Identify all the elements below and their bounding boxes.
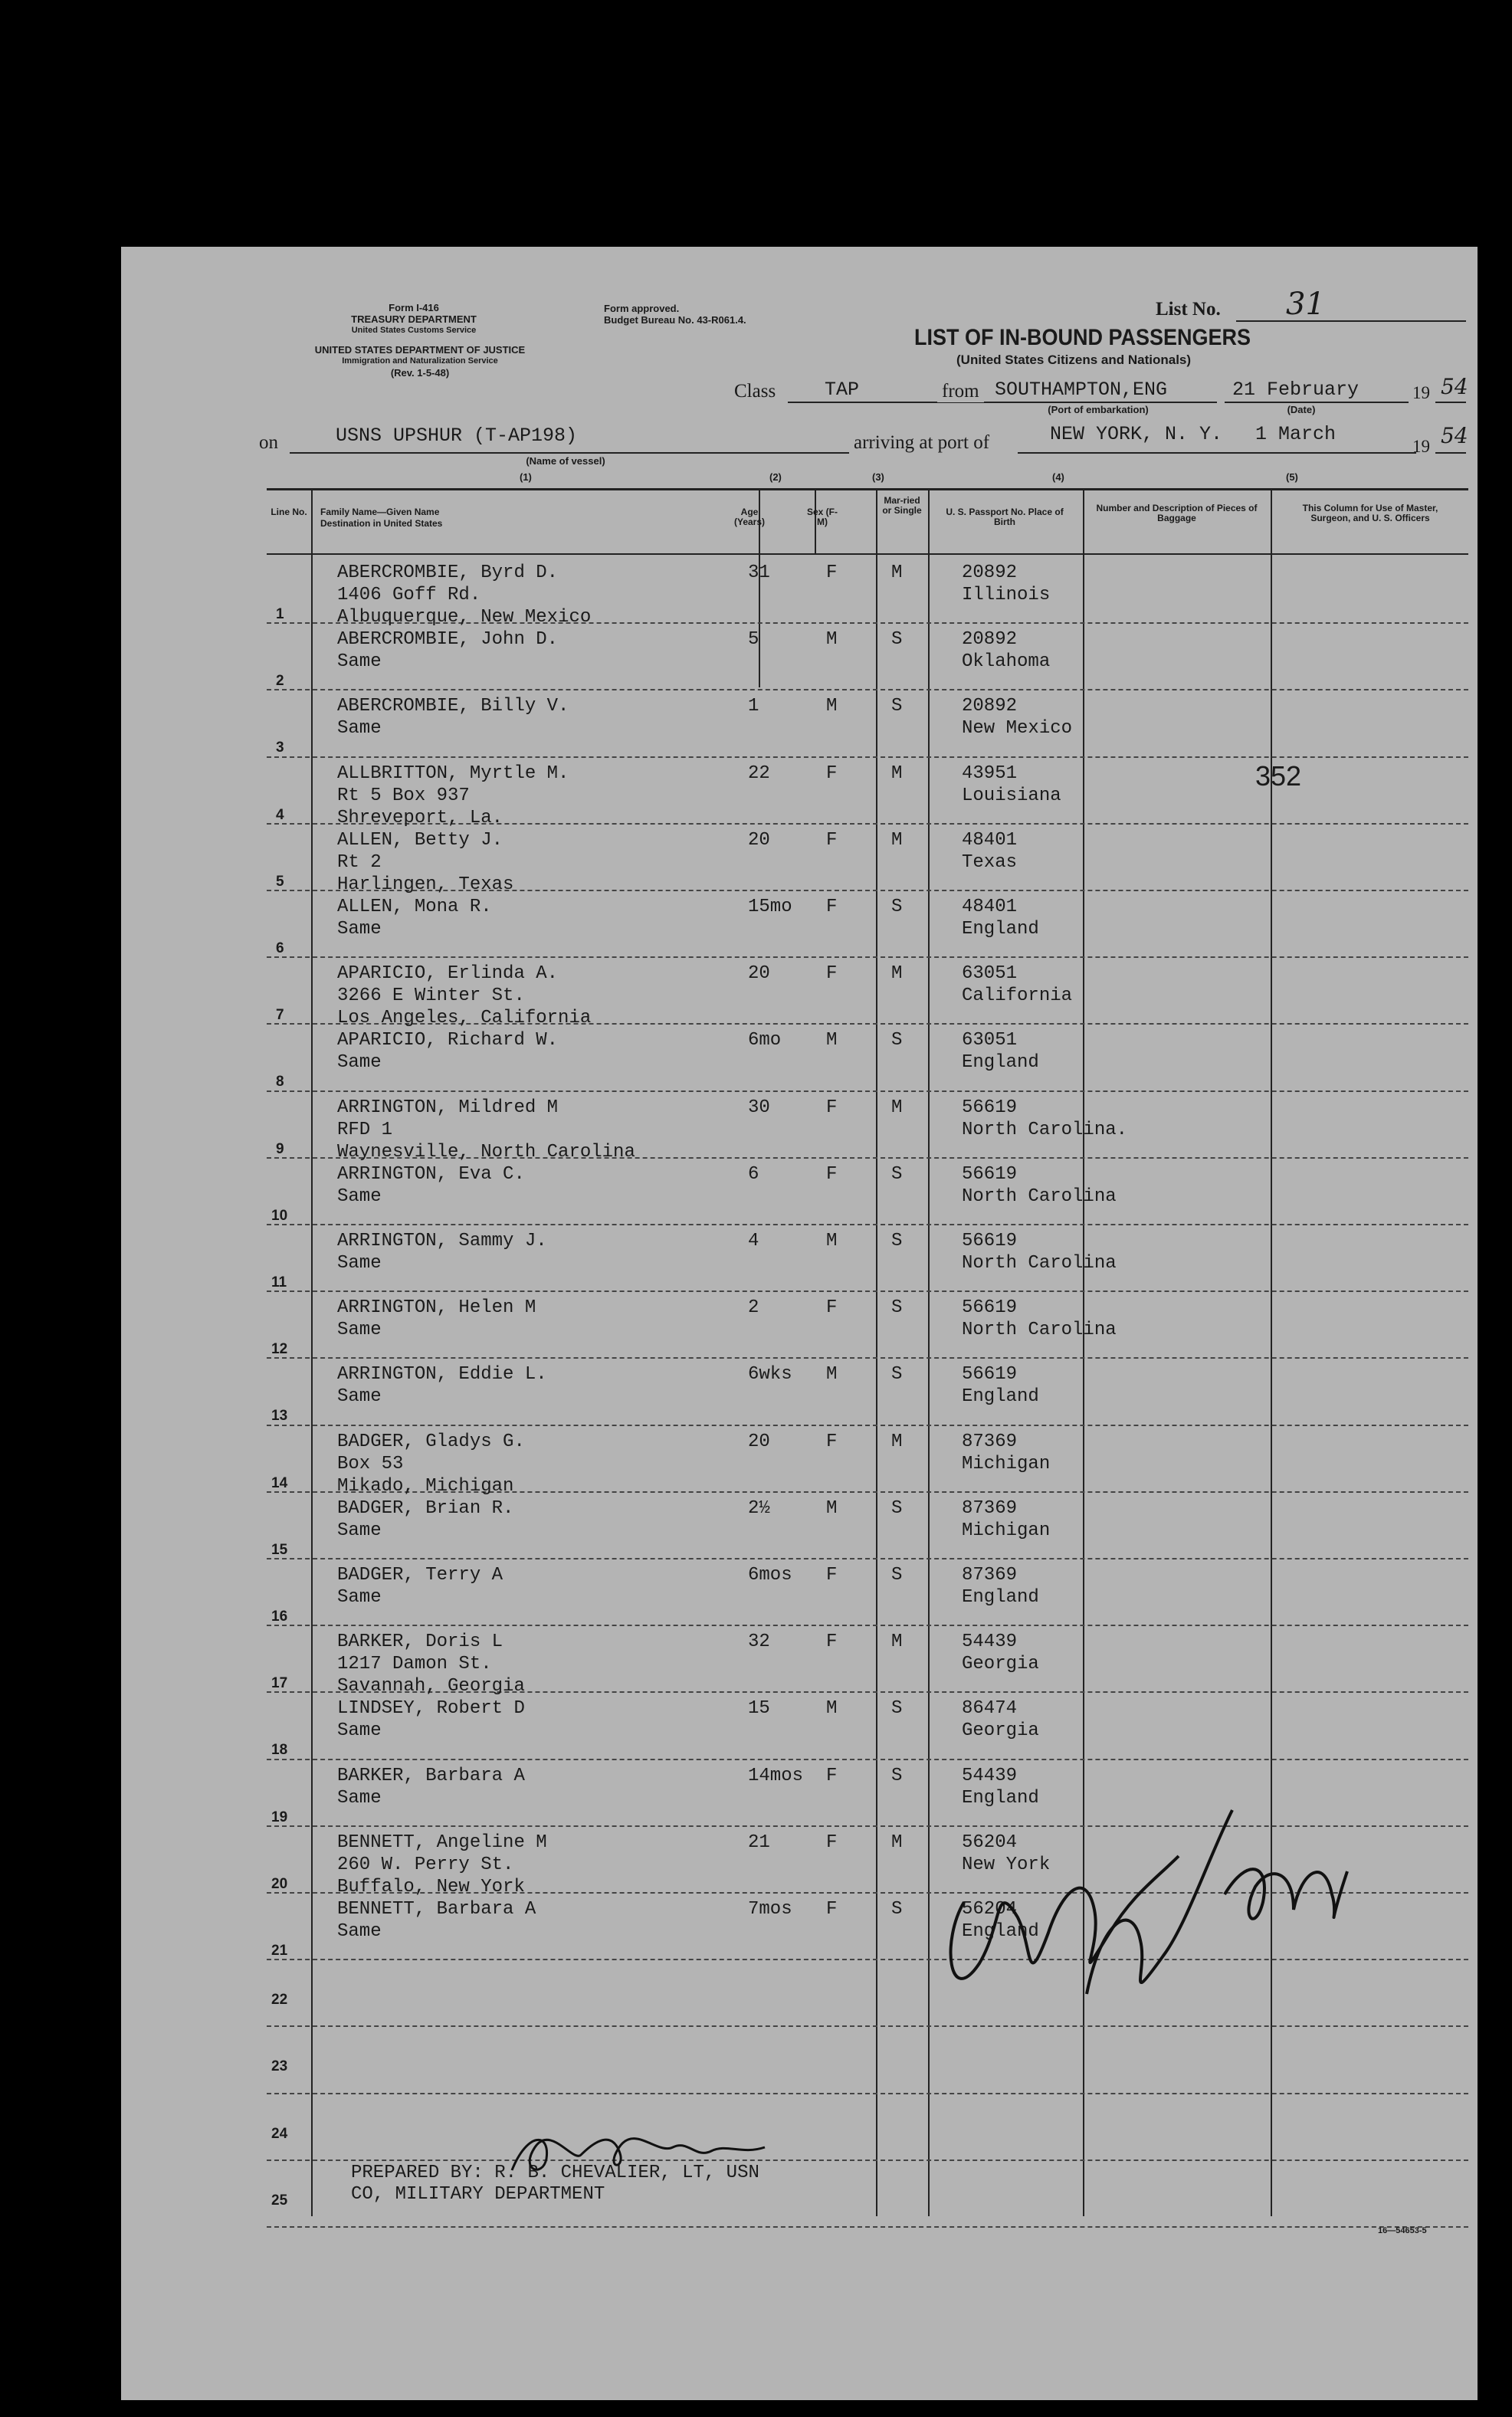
row-5-birth: Texas <box>962 851 1018 873</box>
row-divider <box>267 1290 1468 1292</box>
header-officers: This Column for Use of Master, Surgeon, and U. S. Officers <box>1302 503 1438 523</box>
row-4-passport: 43951 <box>962 762 1018 784</box>
arrival-port: NEW YORK, N. Y. <box>1050 423 1223 445</box>
row-4-line: 4 <box>276 806 284 823</box>
row-15-name: BADGER, Brian R. <box>337 1497 514 1519</box>
row-2-line: 2 <box>276 673 284 690</box>
row-2-name: ABERCROMBIE, John D. <box>337 629 559 651</box>
row-1-birth: Illinois <box>962 585 1051 605</box>
row-5-name: ALLEN, Betty J. <box>337 829 503 851</box>
row-13-name: ARRINGTON, Eddie L. <box>337 1364 547 1386</box>
col-num-4: (4) <box>1052 471 1064 483</box>
row-13-line: 13 <box>271 1408 288 1425</box>
row-17-dest2: Savannah, Georgia <box>337 1676 525 1697</box>
arrival-year-prefix: 19 <box>1412 437 1430 456</box>
row-20-age: 21 <box>748 1832 770 1853</box>
row-9-dest1: RFD 1 <box>337 1119 393 1140</box>
row-6-ms: S <box>891 897 903 917</box>
year-prefix: 19 <box>1412 383 1430 402</box>
row-2-age: 5 <box>748 629 759 651</box>
row-11-line: 11 <box>271 1274 287 1290</box>
row-8-birth: England <box>962 1052 1039 1074</box>
row-13-birth: England <box>962 1386 1039 1408</box>
row-1-line: 1 <box>276 606 284 622</box>
row-15-sex: M <box>826 1497 838 1519</box>
form-approved: Form approved. <box>604 303 680 314</box>
row-9-sex: F <box>826 1097 838 1118</box>
row-17-birth: Georgia <box>962 1654 1039 1675</box>
row-15-dest1: Same <box>337 1520 382 1541</box>
row-16-sex: F <box>826 1565 838 1586</box>
row-8-name: APARICIO, Richard W. <box>337 1030 559 1051</box>
row-7-age: 20 <box>748 963 770 985</box>
header-line-no: Line No. <box>271 507 307 517</box>
row-21-passport: 56204 <box>962 1899 1018 1920</box>
arrival-year: 54 <box>1441 423 1468 448</box>
row-11-dest1: Same <box>337 1253 382 1274</box>
row-5-line: 5 <box>276 873 284 890</box>
justice-dept: UNITED STATES DEPARTMENT OF JUSTICE <box>314 344 526 356</box>
row-8-age: 6mo <box>748 1030 782 1051</box>
arrival-date: 1 March <box>1255 423 1337 445</box>
row-9-ms: M <box>891 1097 903 1118</box>
row-15-age: 2½ <box>748 1497 770 1519</box>
row-4-age: 22 <box>748 762 770 784</box>
row-15-line: 15 <box>271 1541 288 1558</box>
page-title: LIST OF IN-BOUND PASSENGERS <box>914 325 1251 350</box>
row-divider <box>267 1425 1468 1426</box>
header-passport: U. S. Passport No. Place of Birth <box>946 507 1064 527</box>
row-9-birth: North Carolina. <box>962 1119 1128 1140</box>
row-6-line: 6 <box>276 940 284 956</box>
row-17-line: 17 <box>271 1675 288 1692</box>
row-4-sex: F <box>826 762 838 784</box>
col-num-2: (2) <box>769 471 782 483</box>
row-12-sex: F <box>826 1297 838 1319</box>
row-divider <box>267 1625 1468 1626</box>
row-19-passport: 54439 <box>962 1765 1018 1786</box>
row-19-line: 19 <box>271 1809 288 1825</box>
row-4-dest2: Shreveport, La. <box>337 807 503 828</box>
row-1-dest2: Albuquerque, New Mexico <box>337 607 592 628</box>
row-2-birth: Oklahoma <box>962 651 1051 673</box>
row-17-ms: M <box>891 1632 903 1653</box>
row-14-sex: F <box>826 1431 838 1452</box>
prepared-by-line1: PREPARED BY: R. B. CHEVALIER, LT, USN <box>351 2163 759 2183</box>
row-divider <box>267 689 1468 690</box>
row-18-ms: S <box>891 1698 903 1720</box>
row-12-age: 2 <box>748 1297 759 1319</box>
row-divider <box>267 1759 1468 1760</box>
row-7-sex: F <box>826 963 838 985</box>
row-13-age: 6wks <box>748 1364 792 1386</box>
row-3-line: 3 <box>276 740 284 756</box>
row-11-birth: North Carolina <box>962 1253 1117 1274</box>
port-embark-caption: (Port of embarkation) <box>1048 404 1149 415</box>
row-6-age: 15mo <box>748 897 792 917</box>
row-6-passport: 48401 <box>962 897 1018 917</box>
row-9-dest2: Waynesville, North Carolina <box>337 1141 635 1163</box>
row-24-line: 24 <box>271 2125 288 2142</box>
row-10-birth: North Carolina <box>962 1186 1117 1207</box>
row-5-dest1: Rt 2 <box>337 851 382 873</box>
treasury-dept: TREASURY DEPARTMENT <box>351 313 477 325</box>
vessel-caption: (Name of vessel) <box>526 455 605 467</box>
row-5-passport: 48401 <box>962 829 1018 851</box>
row-14-ms: M <box>891 1431 903 1452</box>
list-no-label: List No. <box>1156 299 1221 320</box>
header-baggage: Number and Description of Pieces of Baggage <box>1096 503 1258 523</box>
row-12-line: 12 <box>271 1341 288 1358</box>
row-16-line: 16 <box>271 1609 288 1625</box>
row-8-passport: 63051 <box>962 1030 1018 1051</box>
col-num-3: (3) <box>872 471 884 483</box>
row-10-name: ARRINGTON, Eva C. <box>337 1163 525 1185</box>
col-num-5: (5) <box>1286 471 1298 483</box>
row-17-sex: F <box>826 1632 838 1653</box>
row-17-age: 32 <box>748 1632 770 1653</box>
row-divider <box>267 2226 1468 2228</box>
row-20-birth: New York <box>962 1854 1051 1875</box>
row-21-name: BENNETT, Barbara A <box>337 1899 536 1920</box>
row-9-age: 30 <box>748 1097 770 1118</box>
row-5-age: 20 <box>748 829 770 851</box>
row-3-sex: M <box>826 696 838 717</box>
departure-date: 21 February <box>1232 379 1359 401</box>
row-21-ms: S <box>891 1899 903 1920</box>
row-14-name: BADGER, Gladys G. <box>337 1431 525 1452</box>
row-16-ms: S <box>891 1565 903 1586</box>
row-5-dest2: Harlingen, Texas <box>337 874 514 895</box>
row-3-passport: 20892 <box>962 696 1018 717</box>
row-19-name: BARKER, Barbara A <box>337 1765 525 1786</box>
footer-code: 16—54653-5 <box>1378 2226 1427 2235</box>
row-21-dest1: Same <box>337 1921 382 1942</box>
row-16-passport: 87369 <box>962 1565 1018 1586</box>
row-18-age: 15 <box>748 1698 770 1720</box>
row-4-dest1: Rt 5 Box 937 <box>337 785 470 806</box>
prepared-by-line2: CO, MILITARY DEPARTMENT <box>351 2184 605 2205</box>
row-20-line: 20 <box>271 1875 288 1892</box>
row-3-birth: New Mexico <box>962 718 1073 740</box>
row-3-age: 1 <box>748 696 759 717</box>
form-revision: (Rev. 1-5-48) <box>390 367 450 379</box>
row-divider <box>267 2093 1468 2094</box>
row-3-ms: S <box>891 696 903 717</box>
row-1-passport: 20892 <box>962 562 1018 583</box>
row-1-name: ABERCROMBIE, Byrd D. <box>337 562 559 583</box>
row-7-name: APARICIO, Erlinda A. <box>337 963 559 985</box>
row-3-name: ABERCROMBIE, Billy V. <box>337 696 569 717</box>
passenger-manifest-form <box>121 247 1478 2400</box>
row-9-passport: 56619 <box>962 1097 1018 1118</box>
row-16-dest1: Same <box>337 1587 382 1608</box>
preparer-signature <box>504 2117 780 2189</box>
row-17-dest1: 1217 Damon St. <box>337 1654 492 1675</box>
row-7-line: 7 <box>276 1007 284 1024</box>
row-19-age: 14mos <box>748 1765 804 1786</box>
row-19-ms: S <box>891 1765 903 1786</box>
row-14-birth: Michigan <box>962 1453 1051 1474</box>
row-13-passport: 56619 <box>962 1364 1018 1386</box>
customs-service: United States Customs Service <box>351 326 477 335</box>
row-divider <box>267 956 1468 958</box>
vessel-name: USNS UPSHUR (T-AP198) <box>336 425 578 447</box>
row-2-dest1: Same <box>337 651 382 673</box>
row-18-line: 18 <box>271 1742 288 1759</box>
row-divider <box>267 1224 1468 1225</box>
form-number: Form I-416 <box>389 302 439 313</box>
date-caption: (Date) <box>1287 404 1316 415</box>
class-value: TAP <box>825 379 860 401</box>
row-6-sex: F <box>826 897 838 917</box>
row-18-dest1: Same <box>337 1720 382 1742</box>
row-11-sex: M <box>826 1231 838 1251</box>
row-13-dest1: Same <box>337 1386 382 1408</box>
row-3-dest1: Same <box>337 718 382 740</box>
row-10-sex: F <box>826 1163 838 1185</box>
row-5-sex: F <box>826 829 838 851</box>
row-7-dest2: Los Angeles, California <box>337 1008 592 1029</box>
row-18-name: LINDSEY, Robert D <box>337 1698 525 1720</box>
year-value: 54 <box>1441 374 1468 399</box>
row-6-dest1: Same <box>337 919 382 940</box>
row-20-name: BENNETT, Angeline M <box>337 1832 547 1853</box>
row-19-sex: F <box>826 1765 838 1786</box>
class-label: Class <box>734 381 776 402</box>
row-18-passport: 86474 <box>962 1698 1018 1720</box>
row-divider <box>267 1090 1468 1092</box>
row-11-name: ARRINGTON, Sammy J. <box>337 1231 547 1251</box>
row-1-ms: M <box>891 562 903 583</box>
row-16-birth: England <box>962 1587 1039 1608</box>
row-20-sex: F <box>826 1832 838 1853</box>
row-22-line: 22 <box>271 1992 288 2009</box>
row-14-age: 20 <box>748 1431 770 1452</box>
row-5-ms: M <box>891 829 903 851</box>
row-11-ms: S <box>891 1231 903 1251</box>
officer-annotation: 352 <box>1255 760 1302 792</box>
row-7-dest1: 3266 E Winter St. <box>337 985 525 1007</box>
row-21-line: 21 <box>271 1943 288 1959</box>
handwritten-initials <box>933 1764 1363 2044</box>
row-21-birth: England <box>962 1921 1039 1942</box>
header-name: Family Name—Given Name <box>320 507 440 517</box>
row-divider <box>267 1558 1468 1559</box>
row-12-ms: S <box>891 1297 903 1319</box>
page-subtitle: (United States Citizens and Nationals) <box>956 353 1192 367</box>
row-21-age: 7mos <box>748 1899 792 1920</box>
row-7-passport: 63051 <box>962 963 1018 985</box>
arriving-label: arriving at port of <box>849 432 994 454</box>
row-12-dest1: Same <box>337 1320 382 1341</box>
row-2-sex: M <box>826 629 838 651</box>
row-2-ms: S <box>891 629 903 651</box>
row-6-birth: England <box>962 919 1039 940</box>
ins-service: Immigration and Naturalization Service <box>342 356 498 366</box>
row-divider <box>267 2160 1468 2161</box>
header-married: Mar-ried or Single <box>882 495 922 516</box>
row-4-birth: Louisiana <box>962 785 1061 806</box>
row-17-name: BARKER, Doris L <box>337 1632 503 1653</box>
row-16-name: BADGER, Terry A <box>337 1565 503 1586</box>
row-12-passport: 56619 <box>962 1297 1018 1319</box>
row-2-passport: 20892 <box>962 629 1018 651</box>
row-18-sex: M <box>826 1698 838 1720</box>
row-1-age: 31 <box>748 562 770 583</box>
row-14-dest2: Mikado, Michigan <box>337 1475 514 1497</box>
row-10-dest1: Same <box>337 1186 382 1207</box>
row-10-passport: 56619 <box>962 1163 1018 1185</box>
list-no-value: 31 <box>1286 287 1325 322</box>
row-9-line: 9 <box>276 1140 284 1157</box>
row-divider <box>267 756 1468 758</box>
header-sex: Sex (F-M) <box>806 507 838 527</box>
row-1-dest1: 1406 Goff Rd. <box>337 585 481 605</box>
row-23-line: 23 <box>271 2058 288 2075</box>
row-13-ms: S <box>891 1364 903 1386</box>
row-8-dest1: Same <box>337 1052 382 1074</box>
row-16-age: 6mos <box>748 1565 792 1586</box>
row-25-line: 25 <box>271 2192 288 2209</box>
row-15-ms: S <box>891 1497 903 1519</box>
row-6-name: ALLEN, Mona R. <box>337 897 492 917</box>
from-label: from <box>937 381 984 402</box>
row-11-age: 4 <box>748 1231 759 1251</box>
row-8-ms: S <box>891 1030 903 1051</box>
row-21-sex: F <box>826 1899 838 1920</box>
header-age: Age (Years) <box>733 507 766 527</box>
row-10-line: 10 <box>271 1207 288 1224</box>
row-12-name: ARRINGTON, Helen M <box>337 1297 536 1319</box>
on-label: on <box>259 432 278 453</box>
row-20-passport: 56204 <box>962 1832 1018 1853</box>
row-13-sex: M <box>826 1364 838 1386</box>
row-14-line: 14 <box>271 1474 288 1491</box>
row-1-sex: F <box>826 562 838 583</box>
row-20-dest1: 260 W. Perry St. <box>337 1854 514 1875</box>
row-15-birth: Michigan <box>962 1520 1051 1541</box>
row-17-passport: 54439 <box>962 1632 1018 1653</box>
from-value: SOUTHAMPTON,ENG <box>995 379 1168 401</box>
col-num-1: (1) <box>520 471 532 483</box>
row-4-ms: M <box>891 762 903 784</box>
row-12-birth: North Carolina <box>962 1320 1117 1341</box>
row-9-name: ARRINGTON, Mildred M <box>337 1097 559 1118</box>
row-8-sex: M <box>826 1030 838 1051</box>
row-4-name: ALLBRITTON, Myrtle M. <box>337 762 569 784</box>
row-7-birth: California <box>962 985 1073 1007</box>
row-14-passport: 87369 <box>962 1431 1018 1452</box>
header-destination: Destination in United States <box>320 518 443 529</box>
row-10-age: 6 <box>748 1163 759 1185</box>
row-7-ms: M <box>891 963 903 985</box>
row-20-ms: M <box>891 1832 903 1853</box>
row-19-birth: England <box>962 1787 1039 1809</box>
row-20-dest2: Buffalo, New York <box>337 1876 525 1897</box>
row-divider <box>267 1357 1468 1359</box>
row-10-ms: S <box>891 1163 903 1185</box>
row-8-line: 8 <box>276 1074 284 1090</box>
row-19-dest1: Same <box>337 1787 382 1809</box>
row-15-passport: 87369 <box>962 1497 1018 1519</box>
row-11-passport: 56619 <box>962 1231 1018 1251</box>
budget-bureau: Budget Bureau No. 43-R061.4. <box>604 314 746 326</box>
row-18-birth: Georgia <box>962 1720 1039 1742</box>
row-14-dest1: Box 53 <box>337 1453 404 1474</box>
